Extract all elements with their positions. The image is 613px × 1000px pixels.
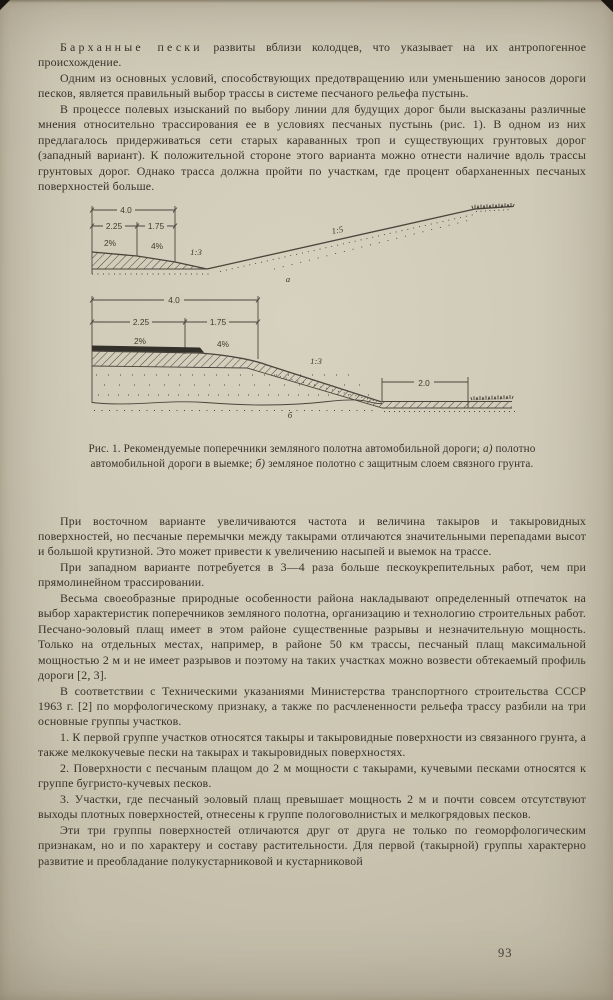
caption-part-3: земляное полотно с защитным слоем связного грунта.: [265, 457, 534, 470]
ground-slope-label-a: 1:5: [330, 223, 345, 236]
body-paragraph-4: При западном варианте потребуется в 3—4 раза больше пескоукрепительных работ, чем при прямолинейном трассировании.: [38, 559, 586, 590]
dim-left-b: 2.25: [132, 316, 150, 327]
natural-ground-line: [92, 399, 382, 404]
body-paragraph-2: В процессе полевых изысканий по выбору линии для будущих дорог были высказаны различные мнения относительно трассирования ее в условиях песчаных пустынь (рис. 1). В одном из них предлагалось придерживаться сети старых караванных троп и существующих грунтовых дорог (западный вариант). К положительной стороне этого варианта можно отнести наличие вдоль трассы грунтовых дорог. Однако трасса должна пройти по участкам, где процент обарханенных песчаных поверхностей больше.: [38, 101, 586, 194]
body-paragraph-1: Одним из основных условий, способствующих предотвращению или уменьшению заносов дороги песков, является правильный выбор трассы в системе песчаного рельефа пустынь.: [38, 70, 586, 101]
vegetation-marks-b: [471, 395, 513, 400]
diagram-a-label: а: [285, 273, 291, 284]
cut-slope-label-b: 1:3: [310, 355, 322, 366]
dim-total-b: 4.0: [168, 294, 180, 305]
dim-left-a: 2.25: [105, 220, 123, 231]
body-paragraph-6: В соответствии с Техническими указаниями Министерства транспортного строительства СССР 1963 г. [2] по морфологическому признаку, а также по расчлененности рельефа трассу разбили на три основные группы участков.: [38, 683, 586, 729]
scan-corner-top-left: [0, 0, 16, 12]
cut-slope-label-a: 1:3: [190, 246, 202, 257]
page-number: 93: [498, 946, 513, 960]
paragraph-barkhan: [38, 40, 586, 71]
slope-left-a: 2%: [104, 237, 116, 248]
diagram-b-embankment-section: [90, 295, 515, 420]
road-cross-section-diagram: [60, 189, 560, 429]
caption-part-1: Рис. 1. Рекомендуемые поперечники земляного полотна автомобильной дороги;: [88, 442, 483, 455]
slope-right-b: 4%: [217, 338, 229, 349]
body-paragraph-3: При восточном варианте увеличиваются частота и величина такыров и такыровидных поверхностей, но песчаные перемычки между такырами отличаются значительными перепадами высот и большой крутизной. Это может привести к увеличению насыпей и выемок на трассе.: [38, 513, 586, 559]
slope-left-b: 2%: [134, 335, 146, 346]
body-paragraph-10: Эти три группы поверхностей отличаются друг от друга не только по геоморфологическим признакам, но и по характеру и составу растительности. Для первой (такырной) группы характерно развитие и преобладание полукустарниковой и кустарниковой: [38, 822, 586, 868]
scan-corner-top-right: [591, 0, 613, 14]
diagram-a-cut-section: [90, 203, 514, 284]
page-content: [38, 40, 586, 869]
caption-label-b: б): [255, 457, 266, 470]
paragraph-lead-rest: развиты вблизи колодцев, что указывает на их антропогенное происхождение.: [38, 40, 586, 70]
figure-caption: [76, 442, 548, 472]
scan-top-shadow: [0, 0, 613, 3]
diagram-b-label: б: [287, 409, 293, 420]
berm-width-label: 2.0: [418, 377, 430, 388]
dim-total-a: 4.0: [120, 204, 132, 215]
dim-right-a: 1.75: [147, 220, 165, 231]
body-paragraph-8-group-2: 2. Поверхности с песчаным плащом до 2 м мощности с такырами, кучевыми песками относятся к группе бугристо-кучевых песков.: [38, 760, 586, 791]
figure-1: [60, 189, 586, 434]
body-paragraph-7-group-1: 1. К первой группе участков относятся такыры и такыровидные поверхности из связанного грунта, а также мелкокучевые пески на такырах и такыровидных поверхностях.: [38, 729, 586, 760]
paragraph-lead-spaced: Барханные пески: [60, 40, 203, 54]
dim-right-b: 1.75: [209, 316, 227, 327]
body-paragraph-9-group-3: 3. Участки, где песчаный эоловый плащ превышает мощность 2 м и почти совсем отсутствуют выходы плотных поверхностей, отнесены к группе пологоволнистых и мелкогрядовых песков.: [38, 791, 586, 822]
caption-part-2: полотно автомобильной дороги в выемке;: [90, 442, 536, 470]
slope-right-a: 4%: [151, 240, 163, 251]
caption-label-a: а): [482, 442, 493, 455]
body-paragraph-5: Весьма своеобразные природные особенности района накладывают определенный отпечаток на выбор характеристик поперечников земляного полотна, организацию и технологию строительных работ. Песчано-эоловый плащ имеет в этом районе существенные разрывы и незначительную мощность. Только на отдельных местах, например, в районе 50 км трассы, песчаный плащ максимальной мощностью 2 м и не имеет разрывов и поэтому на таких участках можно возвести обтекаемый профиль дороги [2, 3].: [38, 590, 586, 683]
